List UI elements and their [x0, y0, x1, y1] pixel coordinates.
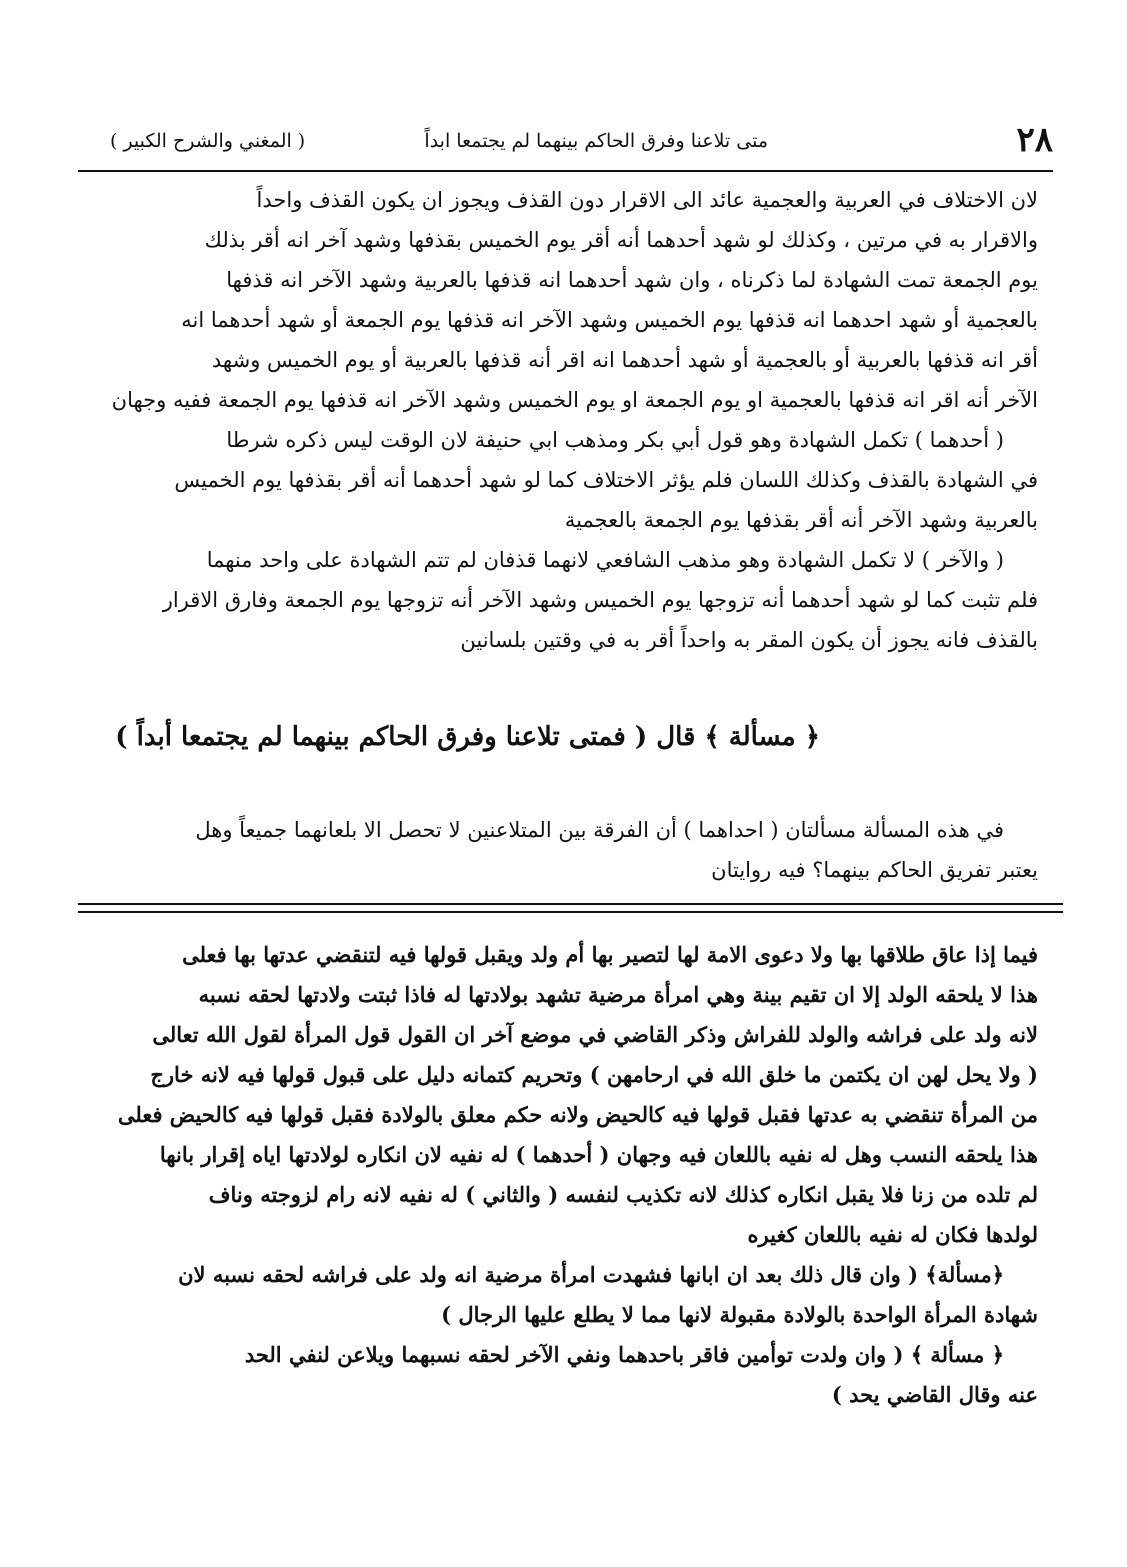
middle-commentary [78, 810, 1038, 890]
text-line: يوم الجمعة تمت الشهادة لما ذكرناه ، وان شهد أحدهما انه قذفها بالعربية وشهد الآخر انه قذفها [226, 268, 1038, 292]
text-line: أقر انه قذفها بالعربية أو بالعجمية أو شهد أحدهما انه اقر أنه قذفها بالعربية أو يوم الخميس وشهد [211, 348, 1038, 372]
text-line: ( أحدهما ) تكمل الشهادة وهو قول أبي بكر ومذهب ابي حنيفة لان الوقت ليس ذكره شرطا [226, 428, 1004, 452]
page-header [78, 118, 1053, 170]
text-line: هذا يلحقه النسب وهل له نفيه باللعان فيه وجهان ( أحدهما ) له نفيه لان انكاره لولادتها اياه إقرار بانها [159, 1142, 1038, 1167]
text-line: لولدها فكان له نفيه باللعان كغيره [747, 1222, 1038, 1247]
upper-commentary [78, 180, 1038, 660]
text-line: لم تلده من زنا فلا يقبل انكاره كذلك لانه تكذيب لنفسه ( والثاني ) له نفيه لانه رام لزوجته وناف [208, 1182, 1038, 1207]
running-title: متى تلاعنا وفرق الحاكم بينهما لم يجتمعا ابداً [424, 130, 768, 152]
text-line: بالقذف فانه يجوز أن يكون المقر به واحداً أقر به في وقتين بلسانين [460, 628, 1038, 652]
text-line: فيما إذا عاق طلاقها بها ولا دعوى الامة لها لتصير بها أم ولد ويقبل قولها فيه لتنقضي عدتها بها فعلى [182, 942, 1038, 967]
text-line: الآخر أنه اقر انه قذفها بالعجمية او يوم الجمعة او يوم الخميس وشهد الآخر انه قذفها يوم الجمعة ففيه وجهان [111, 388, 1038, 412]
text-line: ( والآخر ) لا تكمل الشهادة وهو مذهب الشافعي لانهما قذفان لم تتم الشهادة على واحد منهما [206, 548, 1004, 572]
text-line: فلم تثبت كما لو شهد أحدهما أنه تزوجها يوم الخميس وشهد الآخر أنه تزوجها يوم الجمعة وفارق الاقرار [162, 588, 1038, 612]
page-number: ٢٨ [1016, 120, 1053, 160]
text-line: بالعجمية أو شهد احدهما انه قذفها يوم الخميس وشهد الآخر انه قذفها يوم الجمعة أو شهد أحدهما انه [181, 308, 1038, 332]
text-line: لانه ولد على فراشه والولد للفراش وذكر القاضي في موضع آخر ان القول قول المرأة لقول الله تعالى [152, 1022, 1038, 1047]
lower-commentary [78, 935, 1038, 1415]
text-line: ( ولا يحل لهن ان يكتمن ما خلق الله في ارحامهن ) وتحريم كتمانه دليل على قبول قولها فيه لانه خارج [150, 1062, 1038, 1087]
text-line: ﴿مسألة﴾ ( وان قال ذلك بعد ان ابانها فشهدت امرأة مرضية انه ولد على فراشه لحقه نسبه لان [178, 1262, 1004, 1287]
text-line: بالعربية وشهد الآخر أنه أقر بقذفها يوم الجمعة بالعجمية [564, 508, 1038, 532]
text-line: والاقرار به في مرتين ، وكذلك لو شهد أحدهما أنه أقر يوم الخميس بقذفها وشهد آخر انه أقر بذلك [204, 228, 1038, 252]
book-title: ( المغني والشرح الكبير ) [110, 130, 306, 152]
text-line: ﴿ مسألة ﴾ ( وان ولدت توأمين فاقر باحدهما ونفي الآخر لحقه نسبهما ويلاعن لنفي الحد [244, 1342, 1004, 1367]
text-line: من المرأة تنقضي به عدتها فقبل قولها فيه كالحيض ولانه حكم معلق بالولادة فقبل قولها فيه كالحيض فعلى [117, 1102, 1038, 1127]
text-line: لان الاختلاف في العربية والعجمية عائد الى الاقرار دون القذف ويجوز ان يكون القذف واحداً [256, 188, 1038, 212]
text-line: يعتبر تفريق الحاكم بينهما؟ فيه روايتان [711, 858, 1038, 882]
text-line: هذا لا يلحقه الولد إلا ان تقيم بينة وهي امرأة مرضية تشهد بولادتها له فاذا ثبتت ولادتها لحقه نسبه [198, 982, 1038, 1007]
text-line: في الشهادة بالقذف وكذلك اللسان فلم يؤثر الاختلاف كما لو شهد أحدهما أنه أقر بقذفها يوم الخميس [174, 468, 1038, 492]
text-line: عنه وقال القاضي يحد ) [831, 1382, 1038, 1407]
text-line: شهادة المرأة الواحدة بالولادة مقبولة لانها مما لا يطلع عليها الرجال ) [441, 1302, 1038, 1327]
section-heading: ﴿ مسألة ﴾ قال ( فمتى تلاعنا وفرق الحاكم بينهما لم يجتمعا أبداً ) [115, 722, 820, 752]
text-line: في هذه المسألة مسألتان ( احداهما ) أن الفرقة بين المتلاعنين لا تحصل الا بلعانهما جميعاً وهل [195, 818, 1004, 842]
section-divider [78, 903, 1063, 913]
header-divider [78, 170, 1053, 172]
